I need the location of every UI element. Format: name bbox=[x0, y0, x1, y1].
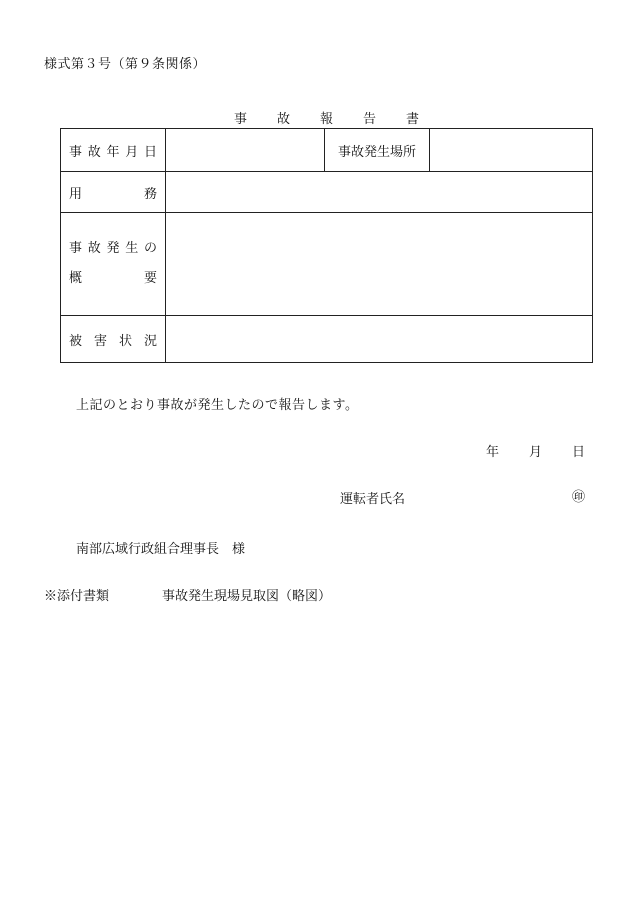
value-damage[interactable] bbox=[166, 316, 593, 363]
value-accident-place[interactable] bbox=[430, 129, 593, 172]
seal-icon: ㊞ bbox=[572, 490, 586, 505]
value-summary[interactable] bbox=[166, 213, 593, 316]
label-accident-place: 事故発生場所 bbox=[325, 129, 430, 172]
report-date bbox=[486, 441, 585, 460]
title-char: 告 bbox=[363, 112, 377, 127]
value-accident-date[interactable] bbox=[166, 129, 325, 172]
document-title bbox=[60, 108, 593, 127]
row-damage bbox=[61, 316, 593, 363]
year-label: 年 bbox=[486, 445, 500, 460]
row-business bbox=[61, 172, 593, 213]
month-label: 月 bbox=[529, 445, 543, 460]
label-damage: 被 害 状 況 bbox=[61, 316, 166, 363]
report-statement: 上記のとおり事故が発生したので報告します。 bbox=[76, 398, 359, 413]
label-accident-date: 事 故 年 月 日 bbox=[61, 129, 166, 172]
title-char: 事 bbox=[233, 112, 247, 127]
attachments-value: 事故発生現場見取図（略図） bbox=[162, 589, 332, 604]
accident-report-table bbox=[60, 128, 593, 363]
form-number: 様式第３号（第９条関係） bbox=[44, 57, 207, 72]
row-accident-date bbox=[61, 129, 593, 172]
title-char: 報 bbox=[319, 112, 333, 127]
label-summary: 事 故 発 生 の 概 要 bbox=[61, 213, 166, 316]
title-char: 書 bbox=[406, 112, 420, 127]
addressee: 南部広域行政組合理事長 様 bbox=[76, 542, 246, 557]
day-label: 日 bbox=[572, 445, 586, 460]
driver-name-label: 運転者氏名 bbox=[340, 492, 406, 507]
attachments-label: ※添付書類 bbox=[44, 589, 110, 604]
value-business[interactable] bbox=[166, 172, 593, 213]
row-summary bbox=[61, 213, 593, 316]
label-business: 用 務 bbox=[61, 172, 166, 213]
title-char: 故 bbox=[276, 112, 290, 127]
